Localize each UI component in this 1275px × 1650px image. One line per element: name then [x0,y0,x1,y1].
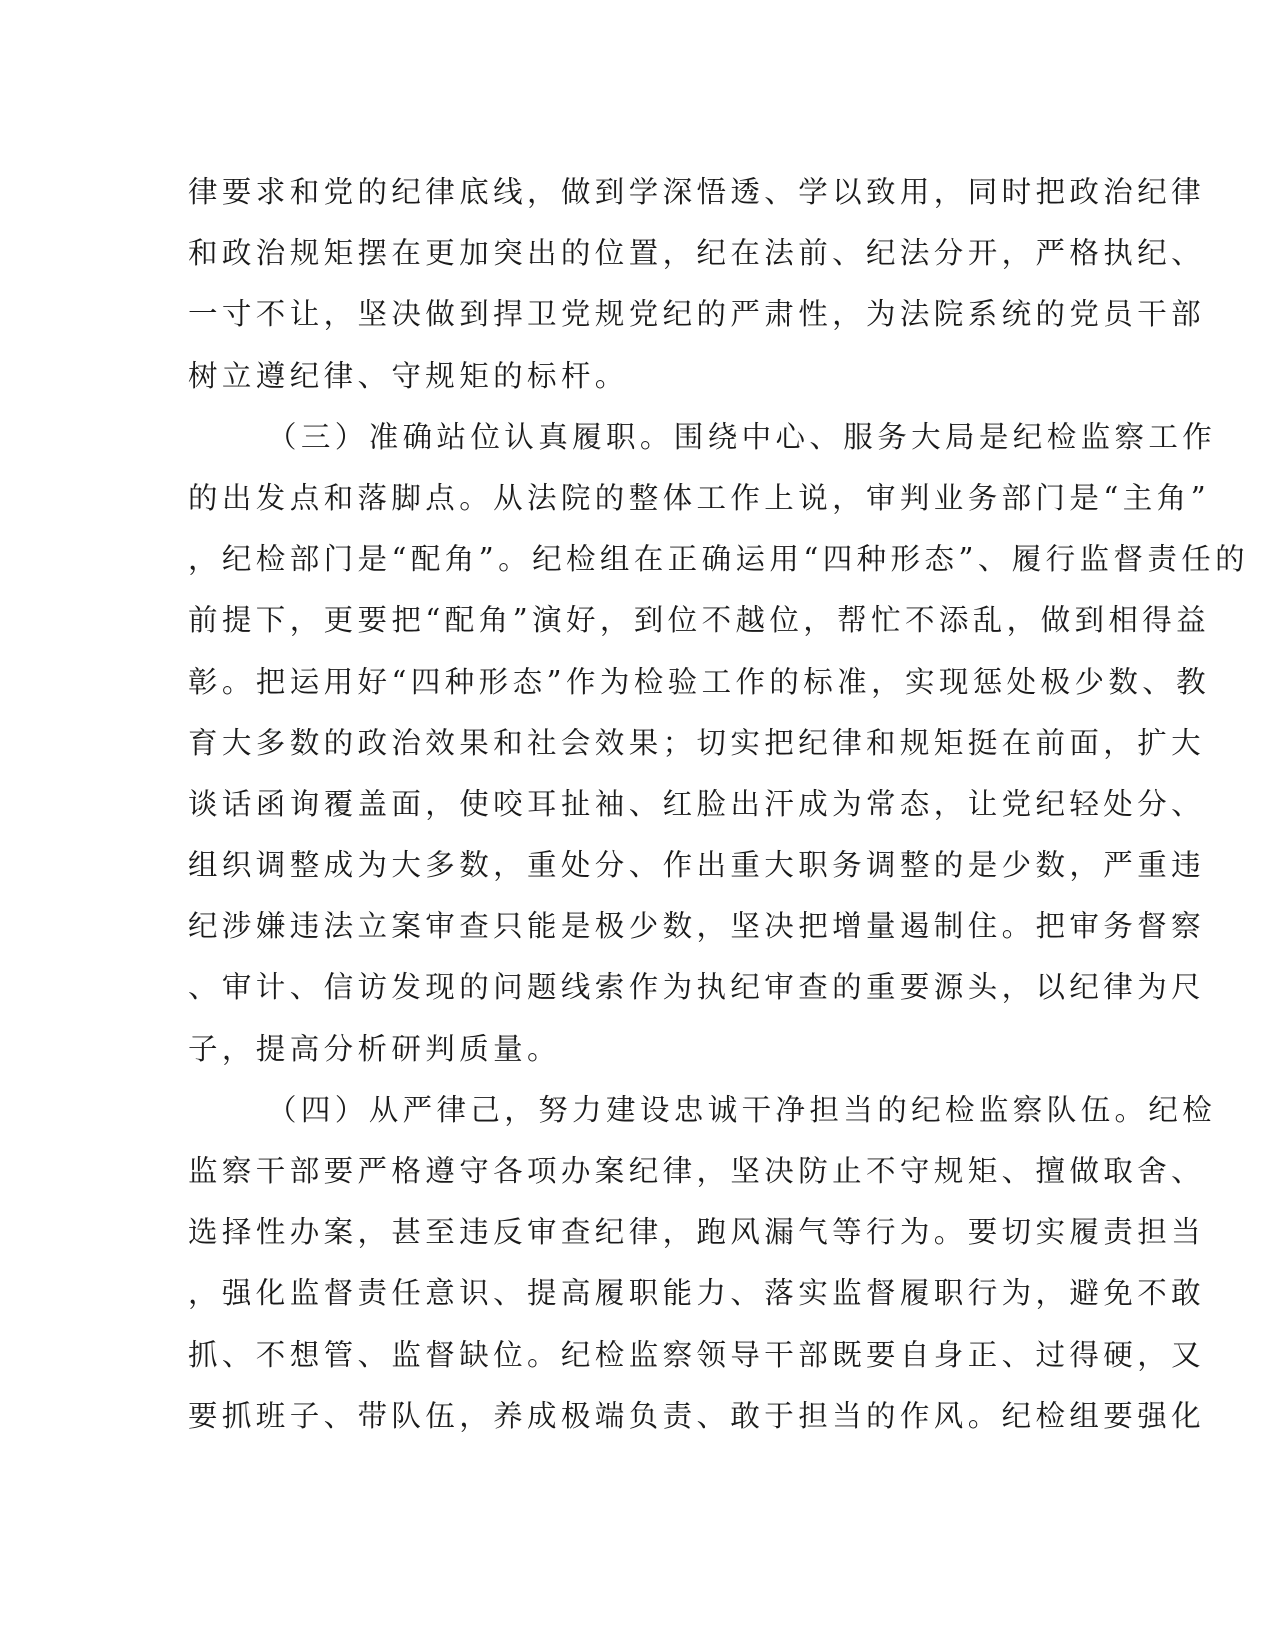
text-line: 和政治规矩摆在更加突出的位置，纪在法前、纪法分开，严格执纪、 [188,236,1206,271]
text-line: 、审计、信访发现的问题线索作为执纪审查的重要源头，以纪律为尺 [188,970,1206,1005]
text-line: 的出发点和落脚点。从法院的整体工作上说，审判业务部门是“主角” [188,480,1211,515]
text-line: 一寸不让，坚决做到捍卫党规党纪的严肃性，为法院系统的党员干部 [188,297,1206,332]
text-line: 监察干部要严格遵守各项办案纪律，坚决防止不守规矩、擅做取舍、 [188,1154,1206,1188]
text-line: 彰。把运用好“四种形态”作为检验工作的标准，实现惩处极少数、教 [188,664,1211,699]
text-line: 子，提高分析研判质量。 [188,1031,561,1066]
body-text [188,162,1250,1447]
text-line: 育大多数的政治效果和社会效果；切实把纪律和规矩挺在前面，扩大 [188,725,1206,760]
text-line: ，纪检部门是“配角”。纪检组在正确运用“四种形态”、履行监督责任的 [188,542,1250,577]
text-line: 组织调整成为大多数，重处分、作出重大职务调整的是少数，严重违 [188,848,1206,883]
text-line: 谈话函询覆盖面，使咬耳扯袖、红脸出汗成为常态，让党纪轻处分、 [188,786,1206,821]
section-four-heading-line: （四）从严律己，努力建设忠诚干净担当的纪检监察队伍。纪检 [267,1092,1217,1127]
text-line: 纪涉嫌违法立案审查只能是极少数，坚决把增量遏制住。把审务督察 [188,909,1206,944]
text-line: 抓、不想管、监督缺位。纪检监察领导干部既要自身正、过得硬，又 [188,1337,1206,1372]
text-line: ，强化监督责任意识、提高履职能力、落实监督履职行为，避免不敢 [188,1276,1206,1311]
section-three-heading-line: （三）准确站位认真履职。围绕中心、服务大局是纪检监察工作 [267,419,1217,454]
text-line: 前提下，更要把“配角”演好，到位不越位，帮忙不添乱，做到相得益 [188,603,1211,638]
text-line: 树立遵纪律、守规矩的标杆。 [188,358,629,393]
text-line: 选择性办案，甚至违反审查纪律，跑风漏气等行为。要切实履责担当 [188,1215,1206,1250]
text-line: 律要求和党的纪律底线，做到学深悟透、学以致用，同时把政治纪律 [188,175,1206,209]
text-line: 要抓班子、带队伍，养成极端负责、敢于担当的作风。纪检组要强化 [188,1398,1206,1433]
